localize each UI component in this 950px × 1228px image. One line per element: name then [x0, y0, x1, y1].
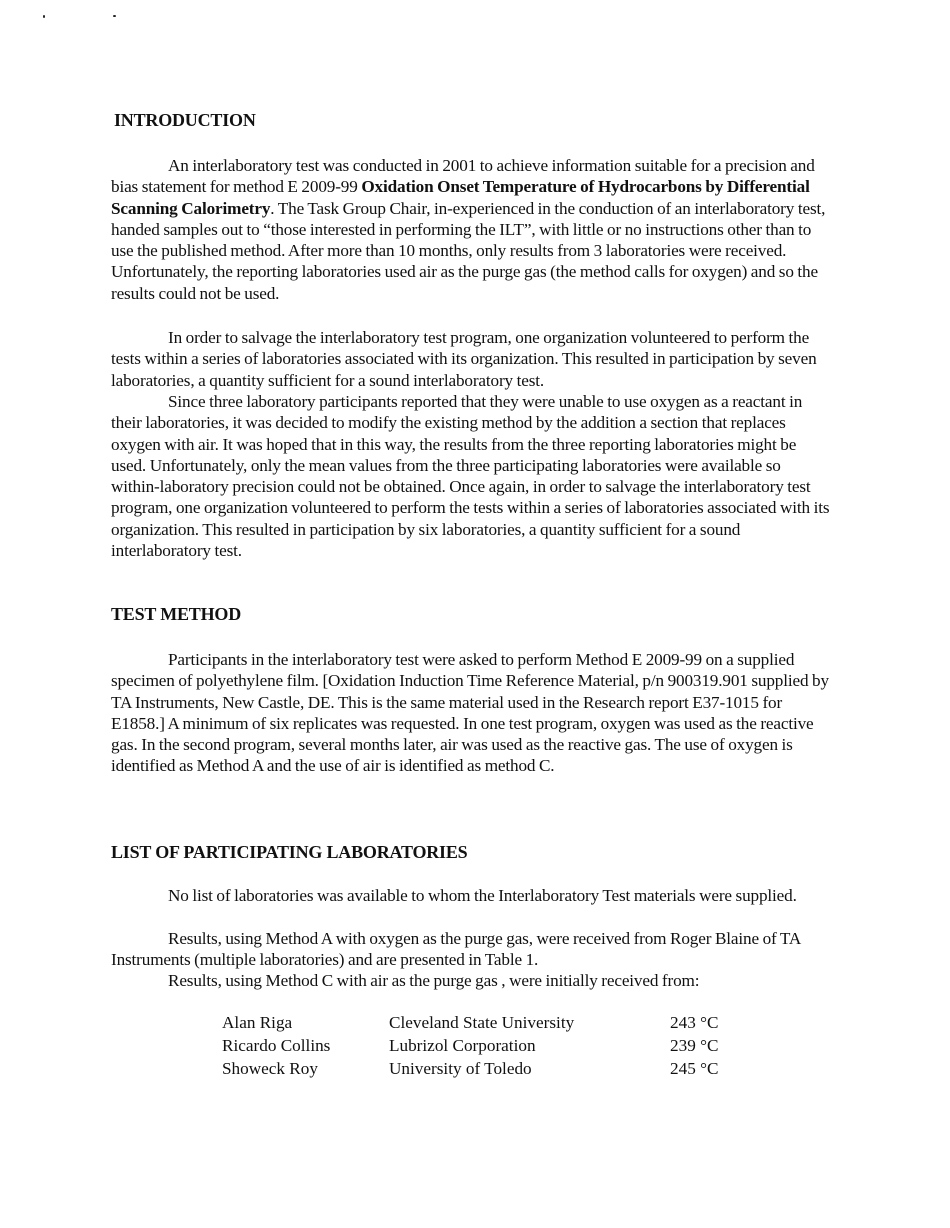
- labs-paragraph-3: [111, 970, 831, 991]
- table-row: [222, 1013, 750, 1036]
- lab-temperature: 245 °C: [670, 1059, 719, 1078]
- intro-p1-method-title: Oxidation Onset Temperature of Hydrocarbons by Differential Scanning Calorimetry: [111, 177, 810, 218]
- intro-p1-start: An interlaboratory test was conducted in 2001 to achieve information suitable for a precision and bias statement for method E 2009-99: [111, 156, 815, 197]
- test-method-text: Participants in the interlaboratory test were asked to perform Method E 2009-99 on a supplied specimen of polyethylene film. [Oxidation Induction Time Reference Material, p/n 900319.901 supplied by TA Instruments, New Castle, DE. This is the same material used in the Research report E37-1015 for E1858.] A minimum of six replicates was requested. In one test program, oxygen was used as the reactive gas. In the second program, several months later, air was used as the reactive gas. The use of oxygen is identified as Method A and the use of air is identified as method C.: [111, 650, 829, 776]
- introduction-paragraph-3: [111, 391, 831, 561]
- lab-institution: Lubrizol Corporation: [389, 1036, 536, 1055]
- table-row: [222, 1059, 750, 1082]
- lab-institution: University of Toledo: [389, 1059, 532, 1078]
- lab-contact-name: Showeck Roy: [222, 1059, 318, 1078]
- lab-contact-name: Alan Riga: [222, 1013, 293, 1032]
- introduction-heading: INTRODUCTION: [114, 110, 256, 130]
- table-row: [222, 1036, 750, 1059]
- test-method-heading: TEST METHOD: [111, 604, 242, 624]
- labs-p2-text: Results, using Method A with oxygen as the purge gas, were received from Roger Blaine of TA Instruments (multiple laboratories) and are presented in Table 1.: [111, 929, 801, 970]
- scan-speck-right: [113, 15, 116, 17]
- labs-p3-text: Results, using Method C with air as the purge gas , were initially received from:: [168, 971, 700, 990]
- labs-paragraph-1: [111, 885, 831, 906]
- participating-labs-heading: LIST OF PARTICIPATING LABORATORIES: [111, 842, 468, 862]
- intro-p3-text: Since three laboratory participants reported that they were unable to use oxygen as a reactant in their laboratories, it was decided to modify the existing method by the addition a section that replaces oxygen with air. It was hoped that in this way, the results from the three reporting laboratories might be used. Unfortunately, only the mean values from the three participating laboratories were available so within-laboratory precision could not be obtained. Once again, in order to salvage the interlaboratory test program, one organization volunteered to perform the tests within a series of laboratories associated with its organization. This resulted in participation by six laboratories, a quantity sufficient for a sound interlaboratory test.: [111, 392, 830, 561]
- introduction-paragraph-2: [111, 327, 831, 391]
- labs-p1-text: No list of laboratories was available to whom the Interlaboratory Test materials were supplied.: [168, 886, 797, 905]
- lab-temperature: 239 °C: [670, 1036, 719, 1055]
- lab-contact-name: Ricardo Collins: [222, 1036, 331, 1055]
- scan-speck-left: [43, 15, 45, 18]
- lab-temperature: 243 °C: [670, 1013, 719, 1032]
- lab-institution: Cleveland State University: [389, 1013, 575, 1032]
- intro-p1-end: . The Task Group Chair, in-experienced in the conduction of an interlaboratory test, handed samples out to “those interested in performing the ILT”, with little or no instructions other than to use the published method. After more than 10 months, only results from 3 laboratories were received. Unfortunately, the reporting laboratories used air as the purge gas (the method calls for oxygen) and so the results could not be used.: [111, 198, 826, 303]
- test-method-paragraph: [111, 649, 831, 777]
- intro-p2-text: In order to salvage the interlaboratory test program, one organization volunteered to perform the tests within a series of laboratories associated with its organization. This resulted in participation by seven laboratories, a quantity sufficient for a sound interlaboratory test.: [111, 328, 817, 390]
- labs-paragraph-2: [111, 928, 831, 971]
- introduction-paragraph-1: [111, 155, 831, 304]
- laboratories-table: [222, 1013, 750, 1082]
